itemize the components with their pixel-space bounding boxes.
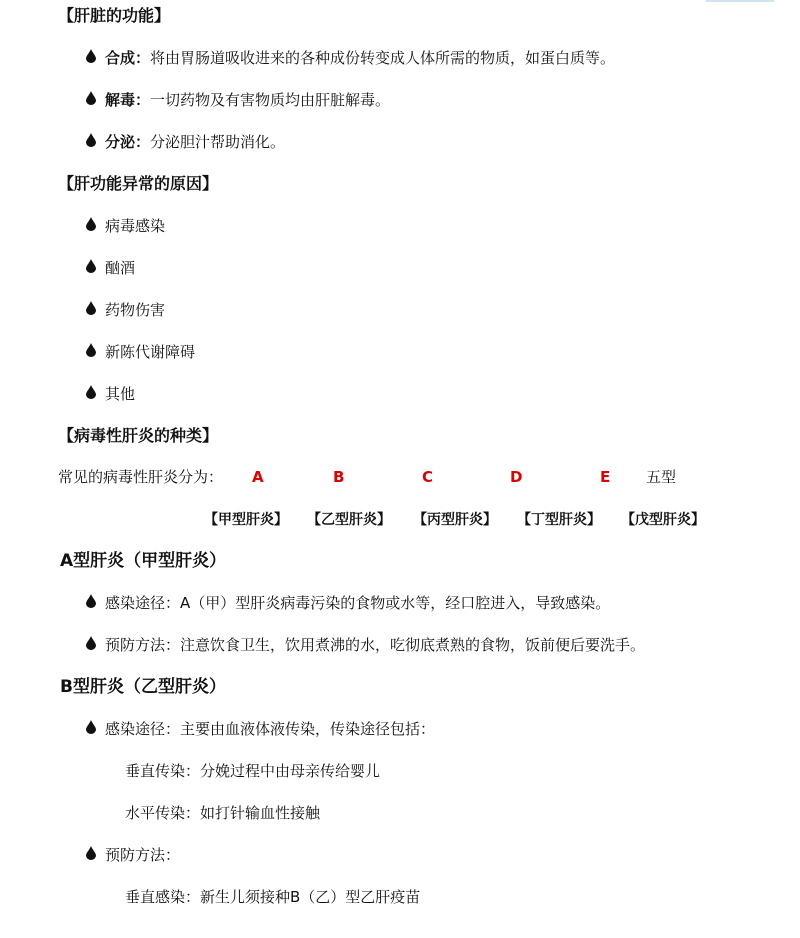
type-letter-a: A xyxy=(252,468,264,486)
function-text: 分泌胆汁帮助消化。 xyxy=(150,133,286,151)
type-letter-d: D xyxy=(510,468,523,486)
hep-b-horizontal-transmission: 水平传染：如打针输血性接触 xyxy=(125,804,321,822)
hep-b-heading: B型肝炎（乙型肝炎） xyxy=(60,677,226,697)
hep-a-prevention: 预防方法：注意饮食卫生，饮用煮沸的水，吃彻底煮熟的食物，饭前便后要洗手。 xyxy=(105,636,646,654)
droplet-icon xyxy=(86,636,98,652)
function-term: 分泌： xyxy=(105,133,151,151)
viral-types-intro: 常见的病毒性肝炎分为： xyxy=(58,468,224,486)
function-term: 合成： xyxy=(105,49,151,67)
droplet-icon xyxy=(86,385,98,401)
cause-item: 其他 xyxy=(105,385,136,403)
hep-a-heading: A型肝炎（甲型肝炎） xyxy=(60,551,227,571)
abnormal-causes-heading: 【肝功能异常的原因】 xyxy=(58,174,219,193)
type-name-hep-d: 【丁型肝炎】 xyxy=(517,512,601,528)
droplet-icon xyxy=(86,720,98,736)
type-letter-c: C xyxy=(422,468,434,486)
viral-types-suffix: 五型 xyxy=(646,468,677,486)
hep-b-vaccine: 垂直感染：新生儿须接种B（乙）型乙肝疫苗 xyxy=(125,888,421,906)
type-name-hep-b: 【乙型肝炎】 xyxy=(307,512,391,528)
cause-item: 新陈代谢障碍 xyxy=(105,343,196,361)
droplet-icon xyxy=(86,217,98,233)
cause-item: 病毒感染 xyxy=(105,217,166,235)
droplet-icon xyxy=(86,846,98,862)
droplet-icon xyxy=(86,343,98,359)
function-item-secretion xyxy=(105,132,285,152)
top-corner-tab xyxy=(706,0,774,2)
hep-b-prevention: 预防方法： xyxy=(105,846,181,864)
function-term: 解毒： xyxy=(105,91,151,109)
droplet-icon xyxy=(86,259,98,275)
function-text: 将由胃肠道吸收进来的各种成份转变成人体所需的物质，如蛋白质等。 xyxy=(150,49,616,67)
hep-b-infection: 感染途径：主要由血液体液传染，传染途径包括： xyxy=(105,720,436,738)
hep-b-vertical-transmission: 垂直传染：分娩过程中由母亲传给婴儿 xyxy=(125,762,381,780)
type-name-hep-e: 【戊型肝炎】 xyxy=(621,512,705,528)
function-text: 一切药物及有害物质均由肝脏解毒。 xyxy=(150,91,391,109)
hep-a-infection: 感染途径：A（甲）型肝炎病毒污染的食物或水等，经口腔进入，导致感染。 xyxy=(105,594,611,612)
droplet-icon xyxy=(86,133,98,149)
type-name-hep-c: 【丙型肝炎】 xyxy=(413,512,497,528)
cause-item: 酗酒 xyxy=(105,259,136,277)
viral-types-heading: 【病毒性肝炎的种类】 xyxy=(58,426,219,445)
cause-item: 药物伤害 xyxy=(105,301,166,319)
droplet-icon xyxy=(86,301,98,317)
liver-function-heading: 【肝脏的功能】 xyxy=(58,6,171,25)
droplet-icon xyxy=(86,91,98,107)
droplet-icon xyxy=(86,594,98,610)
type-name-hep-a: 【甲型肝炎】 xyxy=(204,512,288,528)
function-item-detox xyxy=(105,90,390,110)
type-letter-b: B xyxy=(333,468,345,486)
function-item-synthesis xyxy=(105,48,615,68)
droplet-icon xyxy=(86,49,98,65)
type-letter-e: E xyxy=(600,468,611,486)
